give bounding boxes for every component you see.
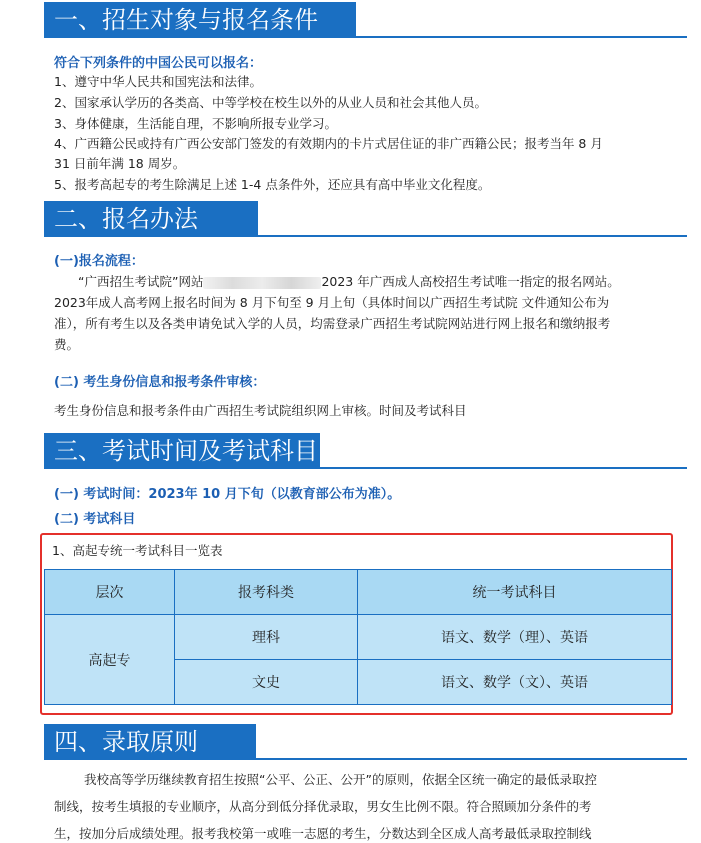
registration-text: 准），所有考生以及各类申请免试入学的人员，均需登录广西招生考试院网站进行网上报名和缴纳报考: [54, 316, 611, 331]
exam-subjects-table: [44, 569, 672, 705]
section-divider: [44, 467, 687, 469]
category-cell: 理科: [175, 615, 358, 660]
level-cell: 高起专: [45, 615, 175, 705]
eligibility-item: 31 日前年满 18 周岁。: [54, 156, 186, 171]
table-header-cell: 层次: [45, 570, 175, 615]
exam-time: (一) 考试时间：2023年 10 月下旬（以教育部公布为准）。: [54, 487, 401, 502]
admission-text: 生，按加分后成绩处理。报考我校第一或唯一志愿的考生，分数达到全区成人高考最低录取控制线: [54, 826, 592, 841]
identity-review-text: 考生身份信息和报考条件由广西招生考试院组织网上审核。时间及考试科目: [54, 403, 467, 418]
table-header-cell: 统一考试科目: [358, 570, 672, 615]
registration-text: 费。: [54, 337, 80, 352]
table-row: [45, 615, 672, 660]
eligibility-item: 2、国家承认学历的各类高、中等学校在校生以外的从业人员和社会其他人员。: [54, 95, 487, 110]
eligibility-lead: 符合下列条件的中国公民可以报名：: [54, 56, 263, 71]
registration-text: 2023年成人高考网上报名时间为 8 月下旬至 9 月上旬（具体时间以广西招生考试院 文件通知公布为: [54, 295, 610, 310]
registration-text: [78, 272, 620, 290]
registration-text-part: 2023 年广西成人高校招生考试唯一指定的报名网站。: [321, 274, 620, 289]
table-header-cell: 报考科类: [175, 570, 358, 615]
table-caption: 1、高起专统一考试科目一览表: [52, 543, 223, 558]
subjects-cell: 语文、数学（文）、英语: [358, 660, 672, 705]
eligibility-item: 3、身体健康，生活能自理，不影响所报专业学习。: [54, 116, 337, 131]
section-3-title: 三、考试时间及考试科目: [44, 433, 320, 469]
subjects-cell: 语文、数学（理）、英语: [358, 615, 672, 660]
section-4-title: 四、录取原则: [44, 724, 256, 760]
category-cell: 文史: [175, 660, 358, 705]
section-3-header: [0, 433, 701, 469]
section-4-header: [0, 724, 701, 760]
section-2-header: [0, 201, 701, 237]
identity-review-title: (二) 考生身份信息和报考条件审核：: [54, 375, 266, 390]
section-1-title: 一、招生对象与报名条件: [44, 2, 356, 38]
section-divider: [44, 758, 687, 760]
admission-text: 制线，按考生填报的专业顺序，从高分到低分择优录取，男女生比例不限。符合照顾加分条件的考: [54, 799, 592, 814]
table-header-row: [45, 570, 672, 615]
registration-process-title: (一)报名流程：: [54, 254, 144, 269]
eligibility-item: 1、遵守中华人民共和国宪法和法律。: [54, 74, 262, 89]
section-divider: [44, 36, 687, 38]
eligibility-item: 4、广西籍公民或持有广西公安部门签发的有效期内的卡片式居住证的非广西籍公民；报考当年 8 月: [54, 136, 603, 151]
redacted-url: [203, 277, 321, 289]
section-divider: [44, 235, 687, 237]
section-1-header: [0, 2, 701, 38]
section-2-title: 二、报名办法: [44, 201, 258, 237]
admission-text: 我校高等学历继续教育招生按照“公平、公正、公开”的原则，依据全区统一确定的最低录取控: [84, 772, 597, 787]
exam-subjects-title: (二) 考试科目: [54, 512, 136, 527]
eligibility-item: 5、报考高起专的考生除满足上述 1-4 点条件外，还应具有高中毕业文化程度。: [54, 177, 491, 192]
registration-text-part: “广西招生考试院”网站: [78, 274, 204, 289]
